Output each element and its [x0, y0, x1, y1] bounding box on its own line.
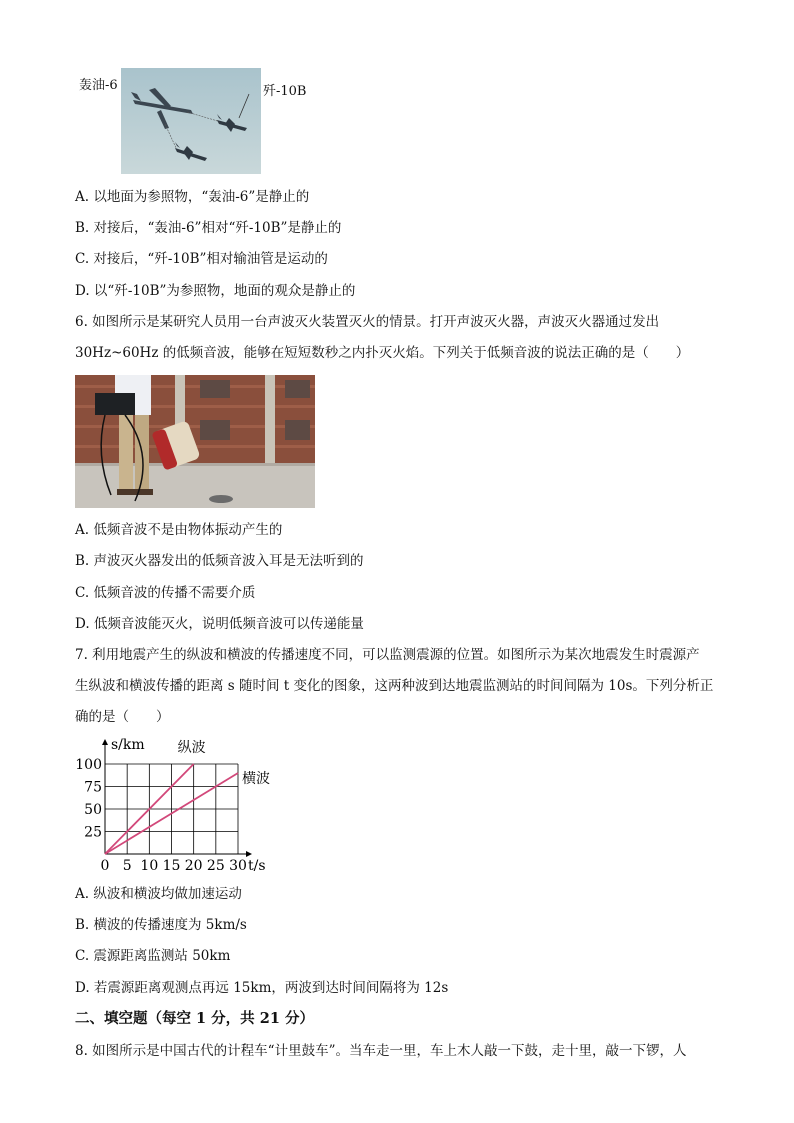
y-tick-label: 75	[84, 779, 102, 796]
q7-stem-line2: 生纵波和横波传播的距离 s 随时间 t 变化的图象，这两种波到达地震监测站的时间间隔为 10s。下列分析正	[75, 678, 714, 694]
q6-stem-line2: 30Hz~60Hz 的低频音波，能够在短短数秒之内扑灭火焰。下列关于低频音波的说法正确的是（ ）	[75, 345, 690, 361]
wave-distance-time-chart	[75, 736, 315, 874]
q6-option-d: D. 低频音波能灭火，说明低频音波可以传递能量	[75, 616, 364, 632]
x-tick-label: 5	[122, 858, 132, 874]
q7-stem-line1: 7. 利用地震产生的纵波和横波的传播速度不同，可以监测震源的位置。如图所示为某次地震发生时震源产	[75, 647, 700, 663]
x-tick-label: 0	[100, 858, 110, 874]
x-tick-label: 20	[184, 858, 203, 874]
q5-option-a: A. 以地面为参照物，“轰油-6”是静止的	[75, 189, 310, 205]
refueling-photo	[121, 68, 261, 174]
q6-option-c: C. 低频音波的传播不需要介质	[75, 585, 256, 601]
q5-option-d: D. 以“歼-10B”为参照物，地面的观众是静止的	[75, 283, 356, 299]
y-axis-label: s/km	[111, 737, 145, 753]
series-label: 纵波	[177, 740, 206, 756]
x-tick-label: 30	[229, 858, 247, 874]
q6-stem-line1: 6. 如图所示是某研究人员用一台声波灭火装置灭火的情景。打开声波灭火器，声波灭火器通过发出	[75, 314, 660, 330]
q7-option-d: D. 若震源距离观测点再远 15km，两波到达时间间隔将为 12s	[75, 980, 449, 996]
q7-option-b: B. 横波的传播速度为 5km/s	[75, 917, 247, 933]
q8-stem-line1: 8. 如图所示是中国古代的计程车“计里鼓车”。当车走一里，车上木人敲一下鼓，走十里，敲一下锣，人	[75, 1043, 687, 1059]
series-label: 横波	[242, 771, 270, 787]
fire-pan-icon	[209, 495, 233, 503]
y-tick-label: 25	[84, 824, 102, 841]
refueling-figure	[75, 64, 315, 174]
y-axis-arrow	[102, 739, 108, 745]
q5-option-b: B. 对接后，“轰油-6”相对“歼-10B”是静止的	[75, 220, 342, 236]
fighter-label: 歼-10B	[263, 84, 307, 99]
x-axis-label: t/s	[248, 858, 266, 874]
y-tick-label: 50	[84, 802, 102, 818]
q5-option-c: C. 对接后，“歼-10B”相对输油管是运动的	[75, 251, 328, 267]
x-tick-label: 25	[206, 858, 225, 874]
q6-option-b: B. 声波灭火器发出的低频音波入耳是无法听到的	[75, 553, 364, 569]
y-tick-label: 100	[75, 757, 102, 773]
x-tick-label: 10	[140, 858, 159, 874]
q6-option-a: A. 低频音波不是由物体振动产生的	[75, 522, 283, 538]
x-axis-arrow	[246, 851, 252, 857]
extinguisher-photo	[75, 375, 315, 508]
q7-stem-line3: 确的是（ ）	[75, 709, 170, 725]
section-heading-fill-in: 二、填空题（每空 1 分，共 21 分）	[75, 1010, 314, 1027]
q7-option-a: A. 纵波和横波均做加速运动	[75, 886, 242, 902]
q7-option-c: C. 震源距离监测站 50km	[75, 948, 231, 964]
x-tick-label: 15	[162, 858, 181, 874]
tanker-label: 轰油-6	[79, 78, 118, 93]
